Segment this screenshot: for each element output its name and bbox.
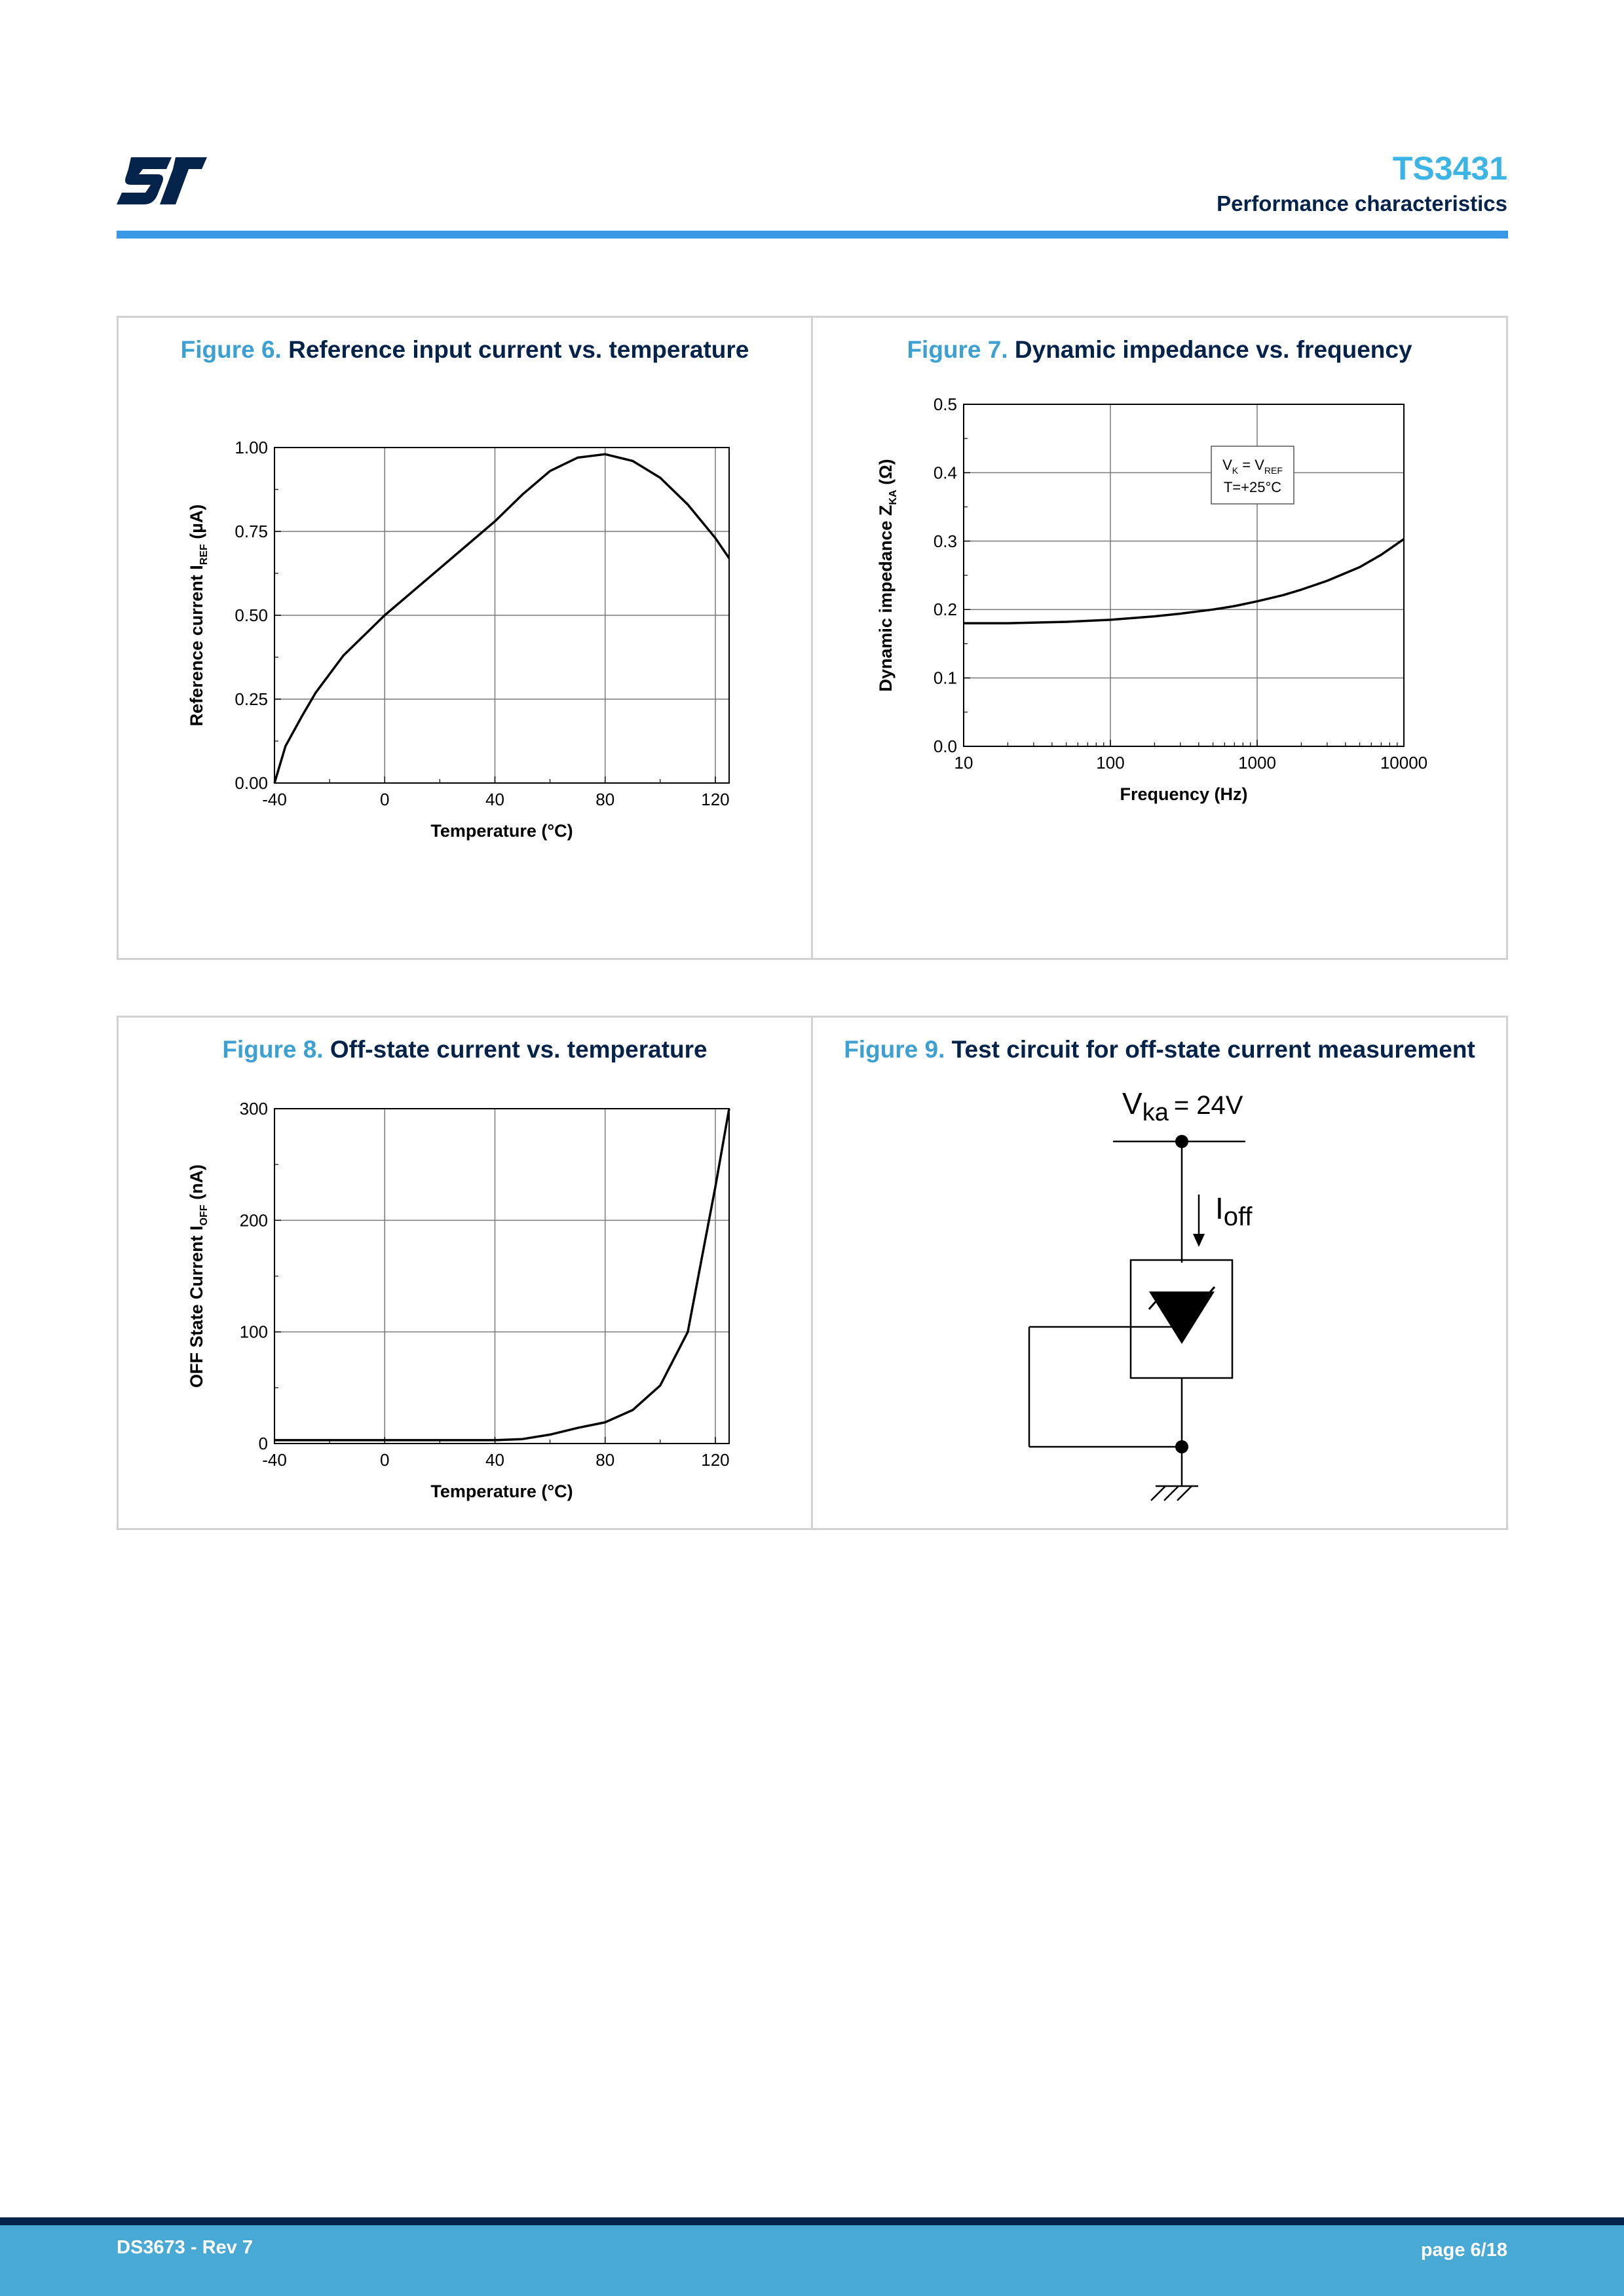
- x-tick-label: 120: [701, 1450, 730, 1470]
- figure-9-number: Figure 9.: [844, 1036, 945, 1063]
- current-symbol: I: [1215, 1191, 1224, 1225]
- x-tick-label: 40: [485, 1450, 504, 1470]
- y-axis-label: [187, 505, 210, 727]
- x-tick-label: 40: [485, 790, 504, 809]
- header-product-name: TS3431: [1392, 150, 1507, 187]
- x-tick-label: 10: [954, 753, 973, 773]
- data-series-line: [274, 454, 729, 783]
- y-tick-label: 0.4: [933, 463, 957, 483]
- bottom-node: [1175, 1440, 1188, 1453]
- y-axis-label-subscript: KA: [888, 489, 899, 505]
- figure-6-chart: [119, 318, 811, 958]
- y-tick-label: 100: [239, 1322, 268, 1342]
- y-tick-label: 0.75: [235, 522, 268, 541]
- x-tick-label: 100: [1096, 753, 1125, 773]
- legend-temperature: T=+25°C: [1223, 479, 1282, 495]
- page-footer: [0, 2225, 1624, 2296]
- x-axis-label: Frequency (Hz): [1120, 784, 1248, 804]
- y-tick-label: 0.1: [933, 668, 957, 688]
- supply-label: [1122, 1086, 1243, 1126]
- svg-text:Vka= 24V: [1122, 1086, 1243, 1126]
- y-tick-label: 0: [258, 1434, 268, 1453]
- y-axis-label-unit: (µA): [187, 504, 206, 545]
- figure-7-number: Figure 7.: [907, 336, 1008, 363]
- ground-icon: [1151, 1486, 1198, 1501]
- figure-7-panel: [811, 316, 1508, 960]
- test-circuit-diagram: [813, 1018, 1506, 1528]
- footer-page-number: page 6/18: [1420, 2240, 1507, 2261]
- st-logo: [117, 155, 208, 207]
- x-tick-label: 10000: [1380, 753, 1428, 773]
- figure-9-title: Test circuit for off-state current measurement: [951, 1036, 1475, 1063]
- x-tick-label: -40: [262, 790, 287, 809]
- y-tick-label: 0.3: [933, 531, 957, 551]
- y-tick-label: 0.25: [235, 689, 268, 709]
- x-tick-label: -40: [262, 1450, 287, 1470]
- y-axis-label-text: OFF State Current I: [187, 1225, 206, 1388]
- x-tick-label: 0: [380, 1450, 390, 1470]
- legend-vref-sub: REF: [1264, 465, 1283, 476]
- data-series-line: [964, 539, 1404, 623]
- y-tick-label: 0.2: [933, 600, 957, 620]
- current-subscript: off: [1223, 1202, 1253, 1231]
- y-tick-label: 0.0: [933, 737, 957, 756]
- y-axis-label-subscript: REF: [198, 544, 210, 565]
- figure-6-panel: [117, 316, 813, 960]
- y-axis-label-text: Dynamic impedance Z: [876, 505, 896, 692]
- y-axis-label-unit: (nA): [187, 1164, 206, 1205]
- data-series-line: [274, 1109, 729, 1440]
- figure-9-panel: [811, 1016, 1508, 1530]
- y-axis-label-text: Reference current I: [187, 565, 206, 727]
- footer-doc-id: DS3673 - Rev 7: [117, 2237, 253, 2258]
- x-tick-label: 1000: [1238, 753, 1276, 773]
- supply-value: = 24V: [1173, 1091, 1243, 1120]
- legend-equals: = V: [1238, 457, 1264, 473]
- y-tick-label: 300: [239, 1099, 268, 1119]
- header-divider: [117, 231, 1508, 239]
- legend-vk-sub: K: [1232, 465, 1239, 476]
- y-axis-label: [187, 1164, 210, 1388]
- x-axis-label: Temperature (°C): [430, 1482, 573, 1501]
- x-tick-label: 80: [595, 790, 615, 809]
- y-axis-label: [876, 459, 899, 691]
- y-axis-label-subscript: OFF: [198, 1204, 210, 1226]
- x-tick-label: 0: [380, 790, 390, 809]
- supply-symbol: V: [1122, 1086, 1142, 1120]
- figure-8-chart: [119, 1018, 811, 1528]
- figure-6-number: Figure 6.: [180, 336, 282, 363]
- x-axis-label: Temperature (°C): [430, 821, 573, 841]
- plot-frame: [274, 1109, 729, 1444]
- figure-7-chart: [813, 318, 1506, 958]
- figure-8-number: Figure 8.: [222, 1036, 324, 1063]
- x-tick-label: 80: [595, 1450, 615, 1470]
- svg-text:Ioff: [1215, 1191, 1253, 1231]
- figure-6-title: Reference input current vs. temperature: [288, 336, 749, 363]
- footer-dark-strip: [0, 2217, 1624, 2225]
- current-arrow-head: [1193, 1234, 1205, 1247]
- y-tick-label: 0.5: [933, 394, 957, 414]
- figure-8-title: Off-state current vs. temperature: [330, 1036, 708, 1063]
- current-label: [1215, 1191, 1253, 1231]
- y-tick-label: 1.00: [235, 438, 268, 457]
- x-tick-label: 120: [701, 790, 730, 809]
- header-section-title: Performance characteristics: [1217, 191, 1507, 216]
- y-tick-label: 0.00: [235, 773, 268, 793]
- figure-8-panel: [117, 1016, 813, 1530]
- y-tick-label: 200: [239, 1210, 268, 1231]
- figure-7-title: Dynamic impedance vs. frequency: [1014, 336, 1412, 363]
- y-axis-label-unit: (Ω): [876, 459, 896, 490]
- y-tick-label: 0.50: [235, 605, 268, 625]
- supply-subscript: ka: [1142, 1099, 1169, 1126]
- legend-vk: V: [1222, 457, 1232, 473]
